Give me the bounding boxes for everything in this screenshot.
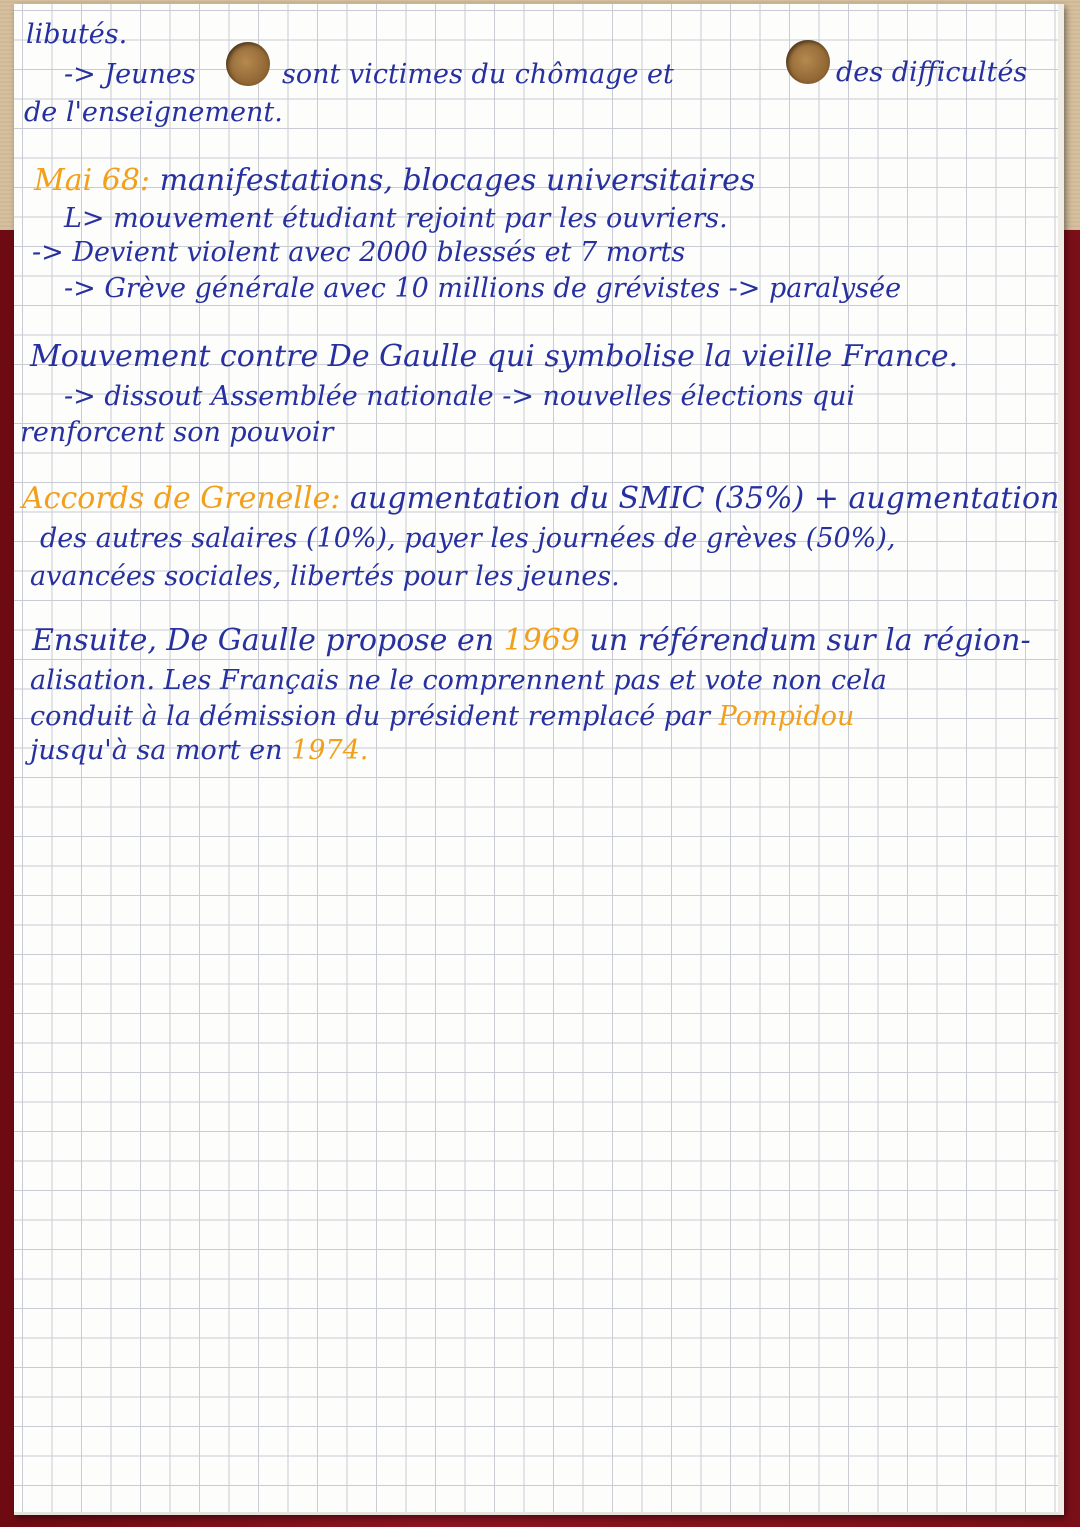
note-line-15: alisation. Les Français ne le comprennent pas et vote non cela: [30, 665, 887, 696]
year-1974: 1974.: [291, 735, 369, 766]
note-line-10: renforcent son pouvoir: [20, 417, 334, 448]
note-line-16: [30, 700, 854, 734]
note-line-6: -> Devient violent avec 2000 blessés et 7 morts: [32, 237, 686, 268]
punch-hole-right: [786, 40, 830, 84]
grenelle-line: [22, 482, 1059, 516]
grid-paper-sheet: [14, 4, 1064, 1515]
note-line-14: [32, 624, 1031, 658]
note-line-2b: sont victimes du chômage et: [282, 59, 674, 90]
note-line-13: avancées sociales, libertés pour les jeunes.: [30, 561, 620, 592]
note-line-14a: Ensuite, De Gaulle propose en: [32, 623, 495, 658]
may-68-line: [34, 164, 755, 198]
note-line-14b: un référendum sur la région-: [589, 623, 1031, 658]
note-line-17a: jusqu'à sa mort en: [30, 735, 283, 766]
may-68-heading: Mai 68:: [34, 163, 151, 198]
note-line-8: Mouvement contre De Gaulle qui symbolise la vieille France.: [30, 339, 959, 374]
note-line-17: [30, 734, 368, 768]
note-line-2c: des difficultés: [836, 57, 1028, 88]
year-1969: 1969: [503, 623, 580, 658]
note-line-2a: -> Jeunes: [64, 59, 196, 90]
grenelle-heading: Accords de Grenelle:: [22, 481, 341, 516]
note-line-16a: conduit à la démission du président remplacé par: [30, 701, 711, 732]
note-line-3: de l'enseignement.: [24, 97, 283, 128]
note-line-12: des autres salaires (10%), payer les journées de grèves (50%),: [40, 523, 896, 554]
note-line-9: -> dissout Assemblée nationale -> nouvelles élections qui: [64, 381, 856, 412]
note-line-1: libutés.: [26, 19, 128, 50]
pompidou-name: Pompidou: [718, 701, 855, 732]
note-line-5: L> mouvement étudiant rejoint par les ouvriers.: [64, 203, 728, 234]
may-68-text: manifestations, blocages universitaires: [159, 163, 756, 198]
note-line-7: -> Grève générale avec 10 millions de grévistes -> paralysée: [64, 273, 902, 304]
punch-hole-left: [226, 42, 270, 86]
grenelle-text: augmentation du SMIC (35%) + augmentation: [350, 481, 1060, 516]
